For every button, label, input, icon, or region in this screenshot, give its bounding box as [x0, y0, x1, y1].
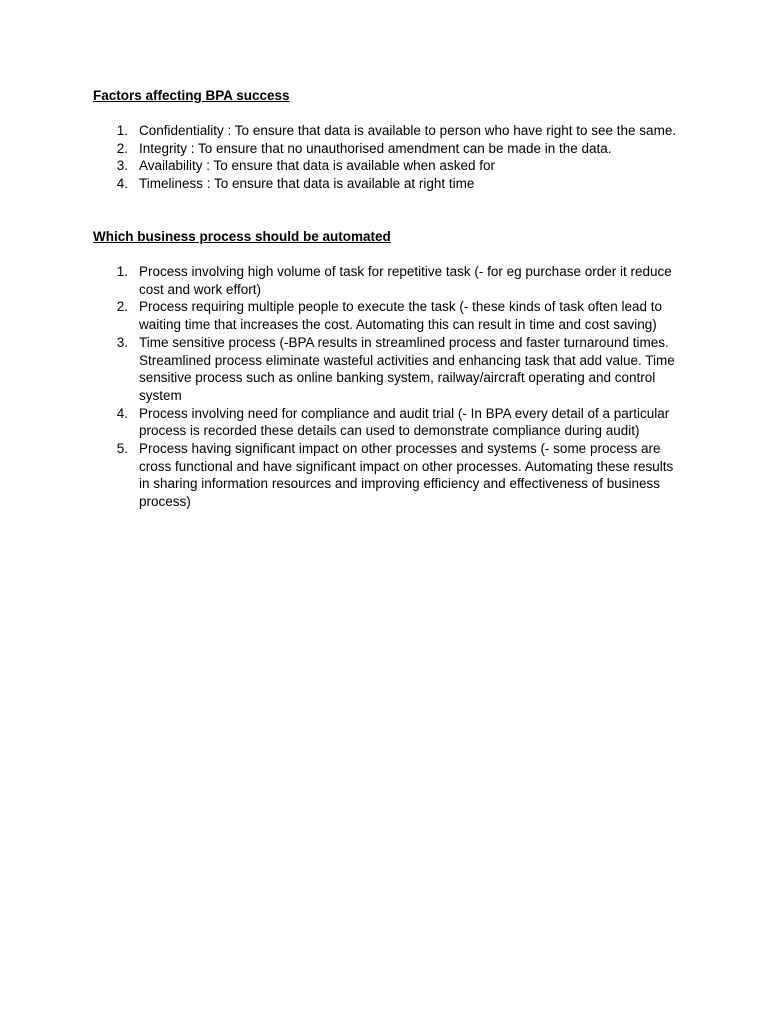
list-item: [93, 157, 683, 175]
list-item: [93, 440, 683, 511]
list-item-text: Time sensitive process (-BPA results in streamlined process and faster turnaround times. Streamlined process eliminate wasteful activities and enhancing task that add value. Time sensitive process such as online banking system, railway/aircraft operating and control system: [139, 334, 675, 403]
list-item: [93, 140, 683, 158]
list-item-text: Process requiring multiple people to execute the task (- these kinds of task often lead to waiting time that increases the cost. Automating this can result in time and cost saving): [139, 299, 663, 333]
list-item: [93, 263, 683, 298]
section-heading-bpa-success: Factors affecting BPA success: [93, 88, 290, 103]
list-item: [93, 334, 683, 405]
list-item-number: 3.: [116, 158, 128, 174]
list-item-text: Process involving need for compliance and audit trial (- In BPA every detail of a particular process is recorded these details can used to demonstrate compliance during audit): [139, 405, 670, 439]
list-item-text: Availability : To ensure that data is available when asked for: [139, 158, 495, 174]
list-item-text: Confidentiality : To ensure that data is available to person who have right to see the same.: [139, 123, 677, 138]
list-item-number: 2.: [116, 140, 128, 156]
list-item-text: Integrity : To ensure that no unauthorised amendment can be made in the data.: [139, 140, 612, 156]
bpa-success-list: [93, 122, 683, 193]
list-item: [93, 405, 683, 440]
list-item-text: Process having significant impact on other processes and systems (- some process are cross functional and have significant impact on other processes. Automating these results in sharing information resources and improving efficiency and effectiveness of business process): [139, 441, 674, 510]
list-item-number: 1.: [116, 123, 128, 138]
process-automation-list: [93, 263, 683, 511]
list-item-number: 3.: [116, 334, 128, 350]
list-item-text: Process involving high volume of task for repetitive task (- for eg purchase order it reduce cost and work effort): [139, 264, 672, 297]
list-item: [93, 298, 683, 333]
list-item-number: 4.: [116, 176, 128, 192]
list-item-number: 4.: [116, 405, 128, 421]
list-item-number: 5.: [116, 441, 128, 457]
list-item-text: Timeliness : To ensure that data is available at right time: [139, 176, 475, 192]
section-heading-process-automation: Which business process should be automated: [93, 229, 391, 244]
list-item: [93, 175, 683, 193]
list-item-number: 2.: [116, 299, 128, 315]
list-item-number: 1.: [116, 264, 128, 279]
list-item: [93, 122, 683, 140]
